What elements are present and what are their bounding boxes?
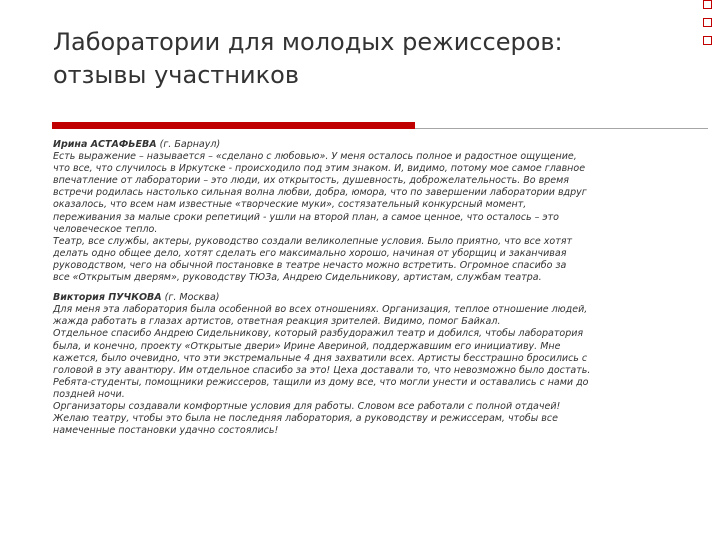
review-2-line: Ребята-студенты, помощники режиссеров, тащили из дому все, что могли унести и оставались с нами до bbox=[53, 376, 589, 388]
review-2-line: Для меня эта лаборатория была особенной во всех отношениях. Организация, теплое отношение людей, bbox=[53, 304, 588, 316]
review-1-line: оказалось, что всем нам известные «творческие муки», состязательный конкурсный момент, bbox=[53, 199, 527, 211]
review-2-line: головой в эту авантюру. Им отдельное спасибо за это! Цеха доставали то, что невозможно было достать. bbox=[53, 364, 591, 376]
review-2-line: была, и конечно, проекту «Открытые двери» Ирине Авериной, поддержавшим его инициативу. Мне bbox=[53, 340, 561, 352]
review-2-author: Виктория ПУЧКОВА bbox=[53, 292, 162, 304]
review-1-header bbox=[53, 139, 678, 151]
review-2-line: Организаторы создавали комфортные условия для работы. Словом все работали с полной отдачей! bbox=[53, 400, 561, 412]
review-1-line: руководством, чего на обычной постановке в театре нечасто можно встретить. Огромное спасибо за bbox=[53, 259, 567, 271]
review-2-line: жажда работать в глазах артистов, ответная реакция зрителей. Видимо, помог Байкал. bbox=[53, 316, 501, 328]
reviews-body bbox=[53, 139, 678, 437]
decorative-square-icon bbox=[703, 18, 712, 27]
review-1-line: делать одно общее дело, хотят сделать его максимально хорошо, начиная от уборщиц и заканчивая bbox=[53, 247, 567, 259]
review-1-author: Ирина АСТАФЬЕВА bbox=[53, 139, 157, 150]
review-1-line: встречи родилась настолько сильная волна любви, добра, юмора, что по завершении лаборатории вдруг bbox=[53, 187, 587, 199]
review-2-line: Отдельное спасибо Андрею Сидельникову, который разбудоражил театр и добился, чтобы лаборатория bbox=[53, 328, 584, 340]
slide-title-line-2: отзывы участников bbox=[53, 61, 299, 89]
review-1-line: человеческое тепло. bbox=[53, 223, 158, 235]
review-2-city: (г. Москва) bbox=[161, 292, 220, 304]
slide-title bbox=[53, 26, 673, 92]
review-2-line: кажется, было очевидно, что эти экстремальные 4 дня захватили всех. Артисты бесстрашно бросились с bbox=[53, 352, 588, 364]
review-2-line: намеченные постановки удачно состоялись! bbox=[53, 425, 279, 437]
review-2-line: Желаю театру, чтобы это была не последняя лаборатория, а руководству и режиссерам, чтобы все bbox=[53, 413, 558, 425]
decorative-square-icon bbox=[703, 36, 712, 45]
review-separator bbox=[53, 284, 678, 292]
slide-title-line-1: Лаборатории для молодых режиссеров: bbox=[53, 28, 563, 56]
review-1-city: (г. Барнаул) bbox=[156, 139, 221, 150]
decorative-square-icon bbox=[703, 0, 712, 9]
review-1-line: что все, что случилось в Иркутске - происходило под этим знаком. И, видимо, потому мое самое главное bbox=[53, 163, 586, 175]
review-1-line: Есть выражение – называется – «сделано с любовью». У меня осталось полное и радостное ощущение, bbox=[53, 151, 577, 163]
review-2-line: поздней ночи. bbox=[53, 388, 125, 400]
review-1-line: впечатление от лаборатории – это люди, их открытость, душевность, доброжелательность. Во время bbox=[53, 175, 569, 187]
review-1-line: все «Открытым дверям», руководству ТЮЗа, Андрею Сидельникову, артистам, службам театра. bbox=[53, 272, 542, 284]
review-1-line: переживания за малые сроки репетиций - ушли на второй план, а самое ценное, что осталось – это bbox=[53, 211, 559, 223]
review-2-header bbox=[53, 292, 678, 304]
review-1-line: Театр, все службы, актеры, руководство создали великолепные условия. Было приятно, что все хотят bbox=[53, 235, 572, 247]
title-accent-bar bbox=[52, 122, 415, 129]
